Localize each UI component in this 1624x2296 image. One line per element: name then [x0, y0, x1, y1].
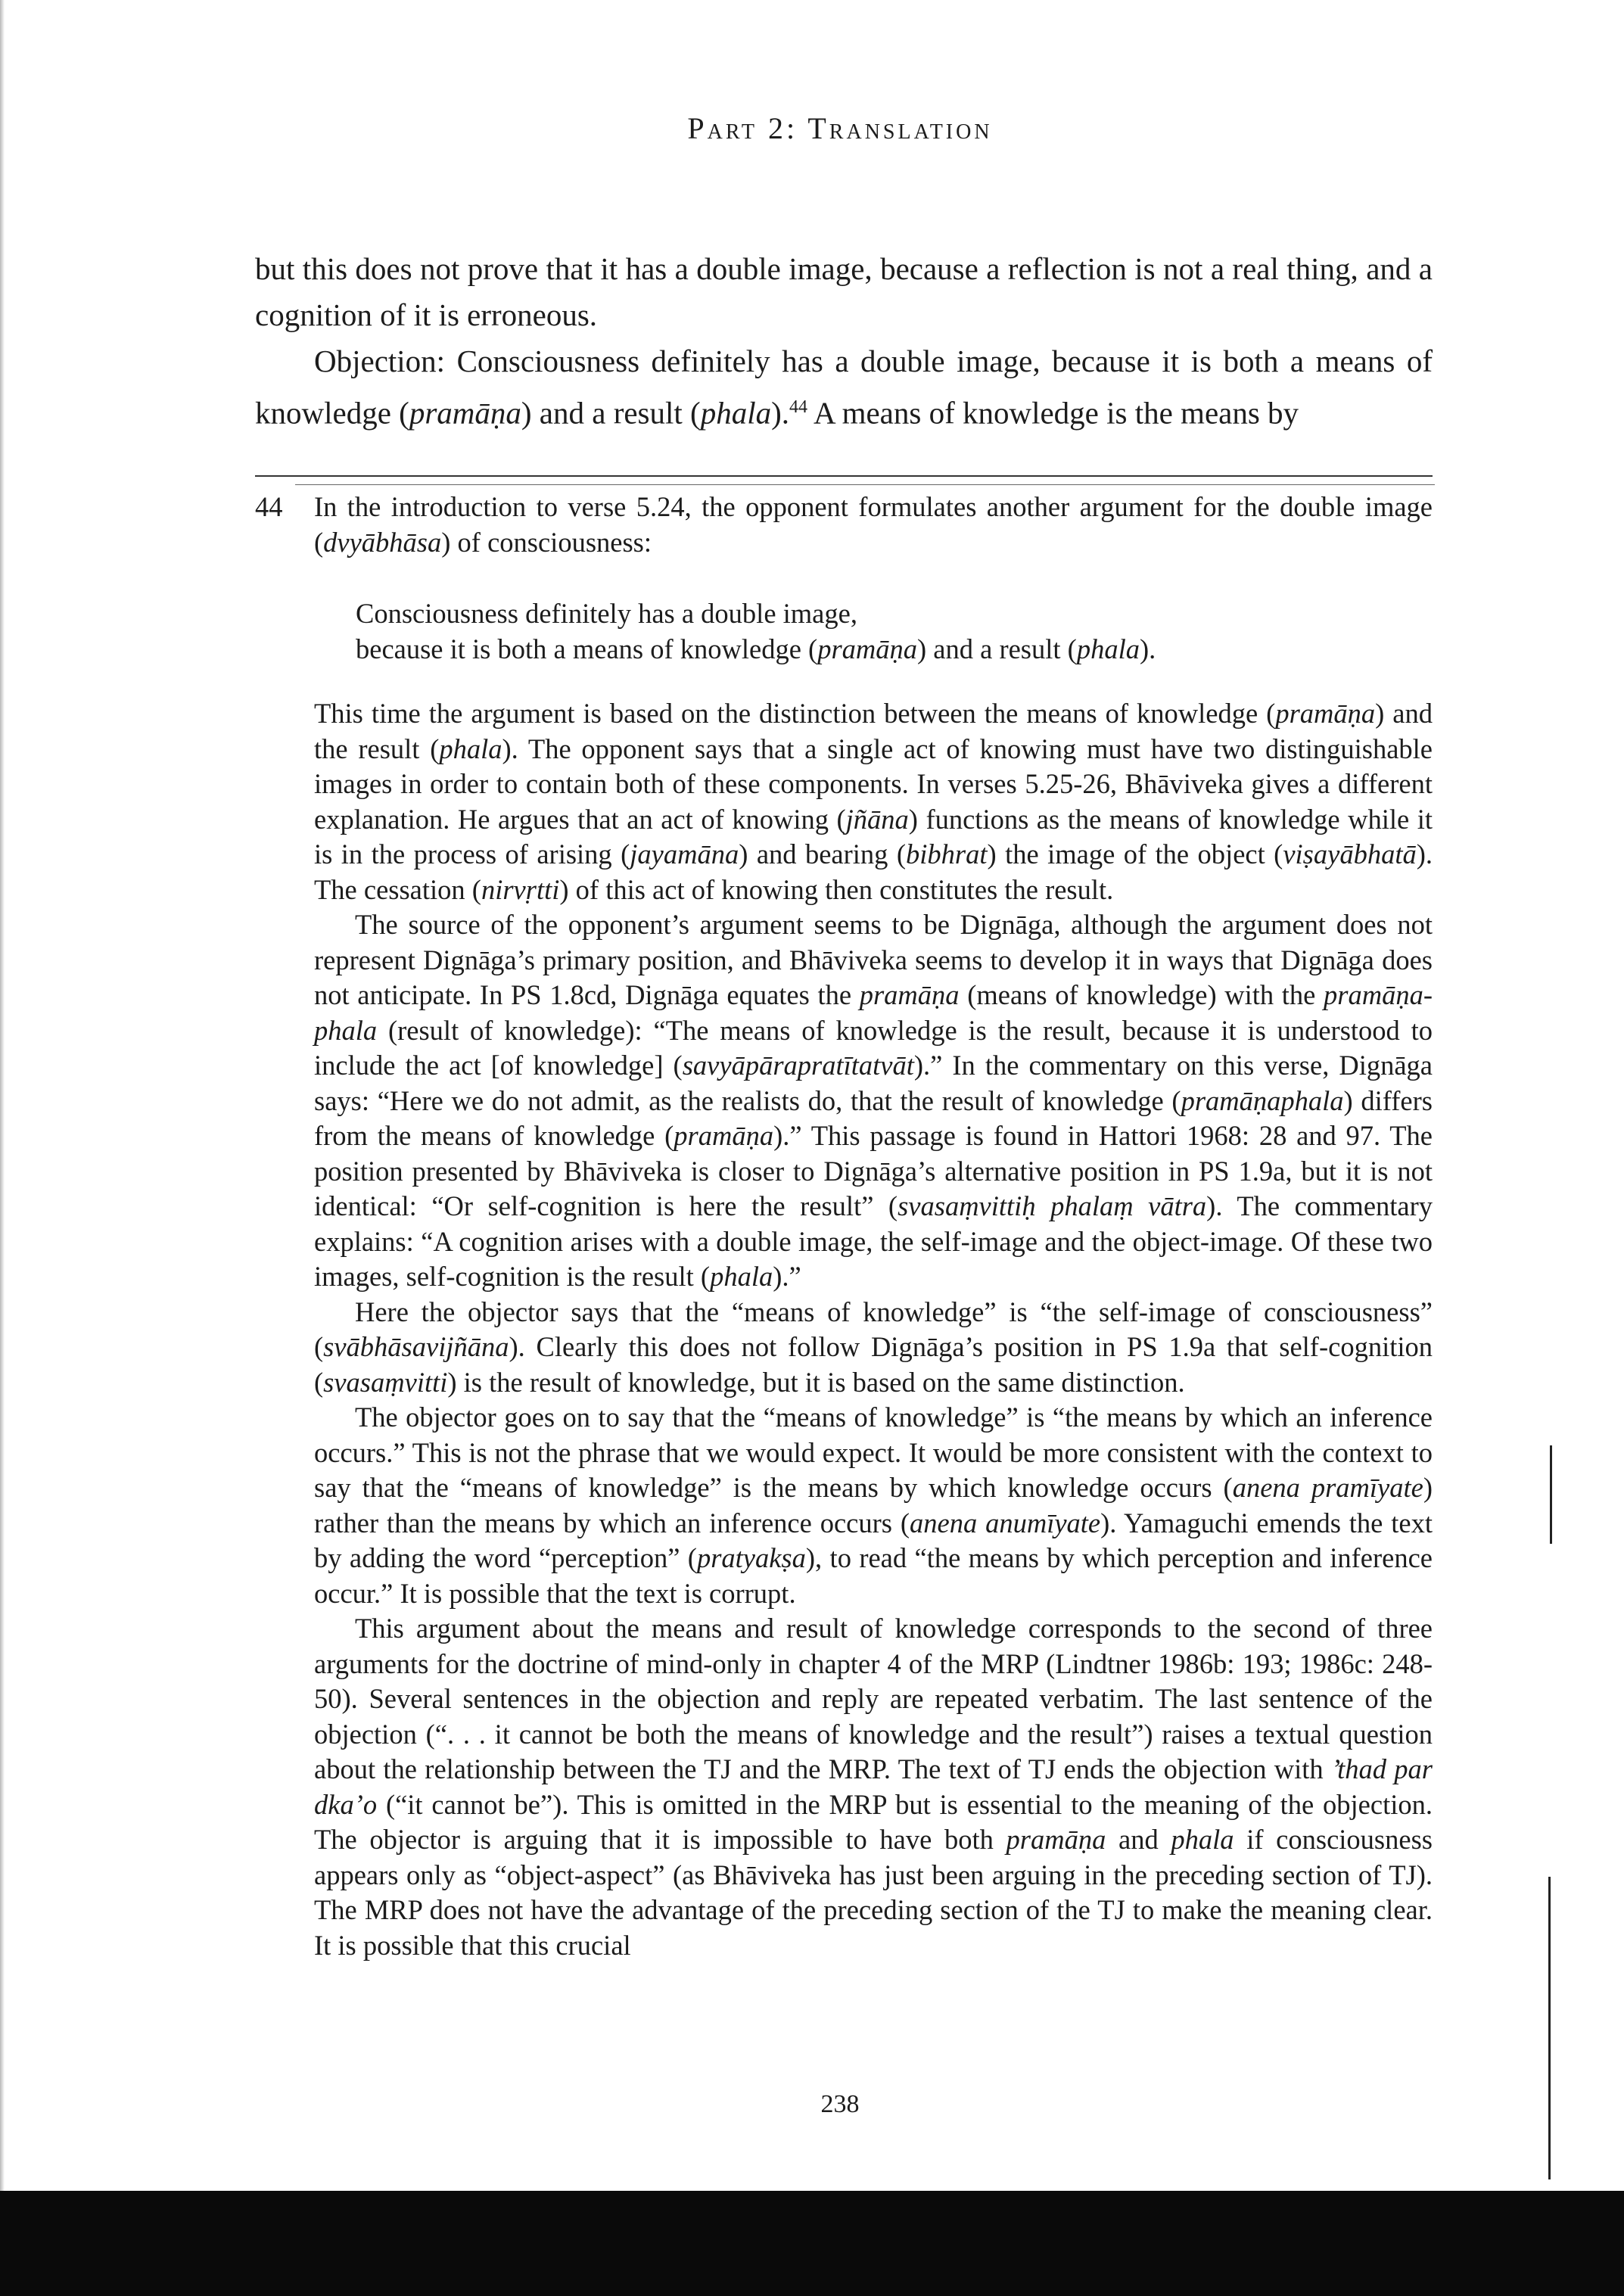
- scan-bottom-band: [0, 2191, 1624, 2296]
- sanskrit-term: pramāṇa-phala: [314, 979, 1433, 1046]
- text-run: ) and a result (: [521, 395, 701, 431]
- margin-mark: [1550, 1445, 1552, 1544]
- sanskrit-term: anena anumīyate: [910, 1507, 1101, 1538]
- sanskrit-term: jñāna: [845, 803, 909, 835]
- main-paragraph-2: [255, 338, 1433, 437]
- sanskrit-term: viṣayābhatā: [1283, 838, 1417, 870]
- text-run: ).”: [773, 1261, 801, 1292]
- main-paragraph-1: but this does not prove that it has a double image, because a reflection is not a real thing, and a cognition of it is erroneous.: [255, 251, 1433, 332]
- text-run: because it is both a means of knowledge (: [356, 633, 818, 664]
- footnote-paragraph-3: [314, 1295, 1433, 1401]
- text-run: ) is the result of knowledge, but it is based on the same distinction.: [447, 1366, 1185, 1398]
- running-header: [0, 110, 1624, 146]
- text-run: and: [1106, 1824, 1171, 1855]
- sanskrit-term: pramāṇaphala: [1181, 1084, 1344, 1116]
- text-run: The source of the opponent’s argument seems to be Dignāga, although the argument does not represent Dignāga’s primary position, and Bhāviveka seems to develop it in ways that Dignāga does not anticipate. In PS 1.8cd, Dignāga equates the: [314, 909, 1433, 1010]
- sanskrit-term: anena pramīyate: [1232, 1472, 1423, 1503]
- footnote-reference: 44: [789, 397, 807, 417]
- scan-left-edge: [0, 0, 5, 2195]
- footnote-paragraph-2: [314, 907, 1433, 1295]
- text-run: ).: [1139, 633, 1156, 664]
- sanskrit-term: phala: [1171, 1824, 1234, 1855]
- sanskrit-term: phala: [439, 733, 502, 764]
- sanskrit-term: phala: [710, 1261, 773, 1292]
- footnote-paragraphs: [314, 696, 1433, 1963]
- text-run: This argument about the means and result of knowledge corresponds to the second of three arguments for the doctrine of mind-only in chapter 4 of the MRP (Lindtner 1986b: 193; 1986c: 248-50). Several sentences in the objection and reply are repeated verbatim. The last sentence of the objection (“. . . it cannot be both the means of knowledge and the result”) raises a textual question about the relationship between the TJ and the MRP. The text of TJ ends the objection with: [314, 1613, 1433, 1784]
- sanskrit-term: phala: [700, 395, 772, 431]
- sanskrit-term: phala: [1076, 633, 1140, 664]
- sanskrit-term: pramāṇa: [817, 633, 918, 664]
- text-run: (means of knowledge) with the: [959, 979, 1324, 1010]
- text-run: ) functions as the means of knowledge while it is in the process of arising (: [314, 803, 1433, 870]
- sanskrit-term: bibhrat: [905, 838, 988, 870]
- text-run: ).: [771, 395, 789, 431]
- sanskrit-term: dvyābhāsa: [323, 526, 442, 558]
- text-run: ) rather than the means by which an inference occurs (: [314, 1472, 1433, 1538]
- footnote-paragraph-1: [314, 696, 1433, 907]
- text-run: ) differs from the means of knowledge (: [314, 1084, 1433, 1151]
- text-run: In the introduction to verse 5.24, the opponent formulates another argument for the double image (: [314, 491, 1433, 558]
- text-run: ) and the result (: [314, 698, 1433, 764]
- tibetan-term: ’thad par dka’o: [314, 1753, 1433, 1820]
- quote-line-1: Consciousness definitely has a double image,: [356, 598, 857, 629]
- sanskrit-term: svābhāsavijñāna: [323, 1331, 509, 1362]
- text-run: A means of knowledge is the means by: [807, 395, 1299, 431]
- sanskrit-term: svasaṃvitti: [323, 1366, 448, 1398]
- text-run: ) the image of the object (: [987, 838, 1283, 870]
- text-run: ) and a result (: [917, 633, 1077, 664]
- text-run: ) of this act of knowing then constitutes the result.: [559, 873, 1114, 905]
- text-run: ).” This passage is found in Hattori 1968: 28 and 97. The position presented by Bhāviveka is closer to Dignāga’s alternative position in PS 1.9a, but it is not identical: “Or self-cognition is here the result” (: [314, 1120, 1433, 1221]
- quote-line-2: [356, 632, 1156, 667]
- text-run: (result of knowledge): “The means of knowledge is the result, because it is understood to include the act [of knowledge] (: [314, 1014, 1433, 1081]
- sanskrit-term: pramāṇa: [409, 395, 521, 431]
- footnote-number: 44: [255, 491, 283, 522]
- text-run: The objector goes on to say that the “means of knowledge” is “the means by which an inference occurs.” This is not the phrase that we would expect. It would be more consistent with the context to say that the “means of knowledge” is the means by which knowledge occurs (: [314, 1402, 1433, 1503]
- sanskrit-term: pramāṇa: [859, 979, 960, 1010]
- sanskrit-term: pramāṇa: [1275, 698, 1376, 729]
- sanskrit-term: nirvṛtti: [481, 873, 560, 905]
- block-quote: [356, 596, 1156, 667]
- footnote-paragraph-5: [314, 1611, 1433, 1963]
- text-run: ).” In the commentary on this verse, Dignāga says: “Here we do not admit, as the realists do, that the result of knowledge (: [314, 1050, 1433, 1116]
- text-run: ). Clearly this does not follow Dignāga’s position in PS 1.9a that self-cognition (: [314, 1331, 1433, 1398]
- sanskrit-term: pramāṇa: [674, 1120, 774, 1151]
- text-run: ) and bearing (: [739, 838, 906, 870]
- text-run: ) of consciousness:: [441, 526, 652, 558]
- running-header-text: Part 2: Translation: [687, 111, 993, 145]
- text-run: ). The opponent says that a single act of knowing must have two distinguishable images in order to contain both of these components. In verses 5.25-26, Bhāviveka gives a different explanation. He argues that an act of knowing (: [314, 733, 1433, 835]
- sanskrit-term: savyāpārapratītatvāt: [682, 1050, 914, 1081]
- sanskrit-term: svasaṃvittiḥ phalaṃ vātra: [898, 1190, 1207, 1221]
- text-run: Here the objector says that the “means of knowledge” is “the self-image of consciousness” (: [314, 1296, 1433, 1362]
- page-number: 238: [820, 2090, 860, 2118]
- margin-mark: [1548, 1877, 1551, 2179]
- footnote-intro: [314, 490, 1433, 560]
- text-run: This time the argument is based on the distinction between the means of knowledge (: [314, 698, 1276, 729]
- sanskrit-term: jayamāna: [630, 838, 739, 870]
- main-text: [255, 246, 1433, 437]
- text-run: (“it cannot be”). This is omitted in the MRP but is essential to the meaning of the objection. The objector is arguing that it is impossible to have both: [314, 1788, 1433, 1855]
- footnote-body: [255, 696, 1433, 1963]
- text-run: Objection: Consciousness definitely has a double image, because it is both a means of knowledge (: [255, 344, 1433, 431]
- text-run: ). The cessation (: [314, 838, 1433, 905]
- text-run: ). Yamaguchi emends the text by adding the word “perception” (: [314, 1507, 1433, 1573]
- sanskrit-term: pramāṇa: [1006, 1824, 1106, 1855]
- text-run: if consciousness appears only as “object-aspect” (as Bhāviveka has just been arguing in the preceding section of TJ). The MRP does not have the advantage of the preceding section of the TJ to make the meaning clear. It is possible that this crucial: [314, 1824, 1433, 1961]
- footnote-rule: [255, 475, 1433, 477]
- text-run: ). The commentary explains: “A cognition arises with a double image, the self-image and the object-image. Of these two images, self-cognition is the result (: [314, 1190, 1433, 1292]
- footnote-rule-secondary: [295, 484, 1435, 485]
- sanskrit-term: pratyakṣa: [696, 1542, 806, 1573]
- footnote-paragraph-4: [314, 1400, 1433, 1611]
- text-run: ), to read “the means by which perception and inference occur.” It is possible that the text is corrupt.: [314, 1542, 1433, 1609]
